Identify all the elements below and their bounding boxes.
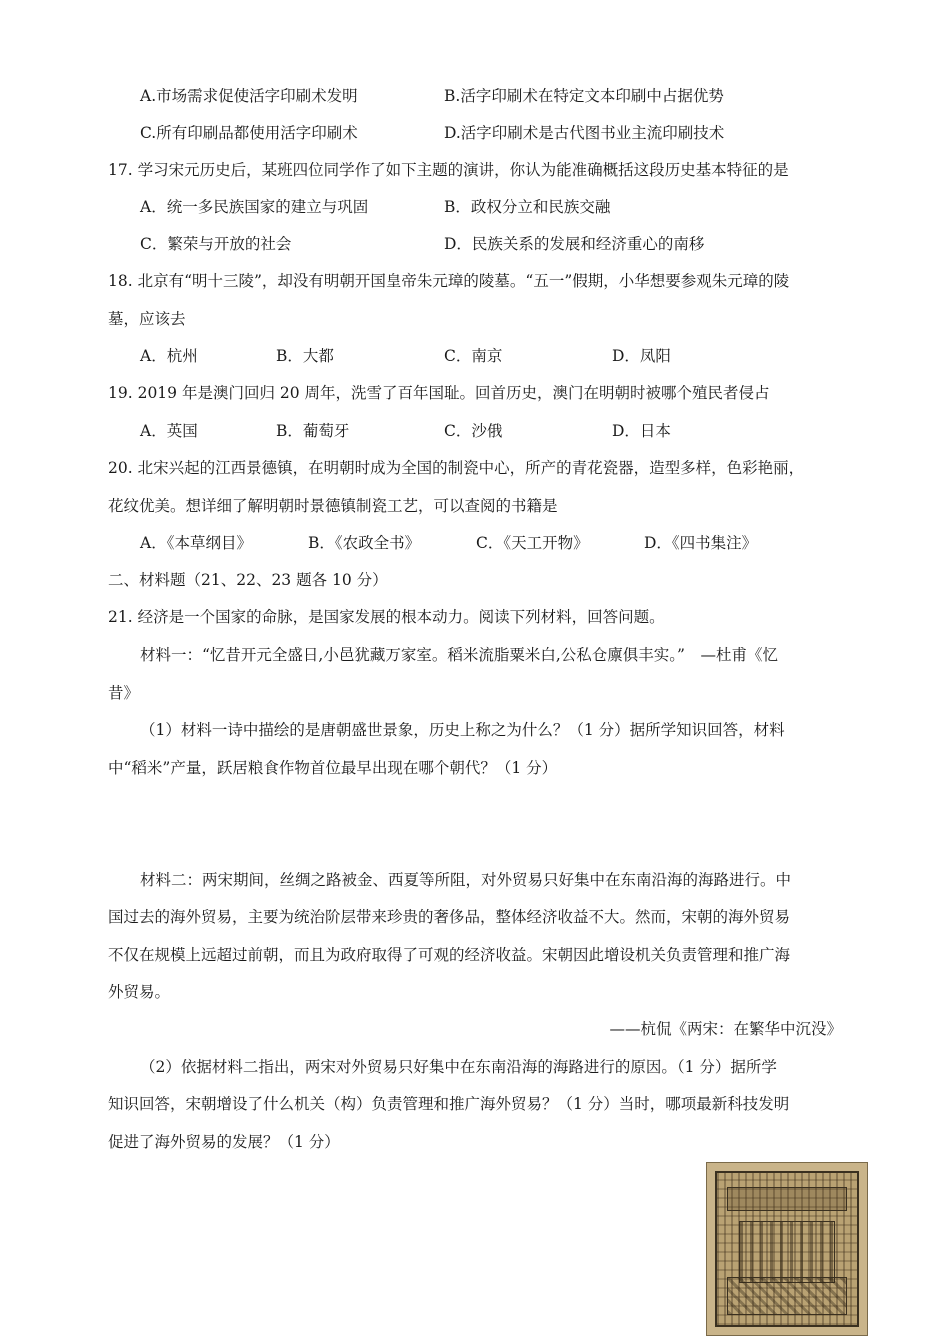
q21-material1-line2: 昔》 — [108, 684, 140, 702]
q16-option-c: C.所有印刷品都使用活字印刷术 — [140, 124, 358, 142]
q20-option-b: B．《农政全书》 — [308, 534, 421, 552]
q21-sub2-line1: （2）依据材料二指出，两宋对外贸易只好集中在东南沿海的海路进行的原因。（1 分）据所学 — [140, 1058, 777, 1076]
q19-stem: 19. 2019 年是澳门回归 20 周年，洗雪了百年国耻。回首历史，澳门在明朝时被哪个殖民者侵占 — [108, 384, 770, 402]
q17-option-b: B．政权分立和民族交融 — [444, 198, 611, 216]
section2-heading: 二、材料题（21、22、23 题各 10 分） — [108, 571, 388, 589]
q21-sub2-line2: 知识回答，宋朝增设了什么机关（构）负责管理和推广海外贸易？（1 分）当时，哪项最新科技发明 — [108, 1095, 790, 1113]
banknote-text-block — [739, 1221, 835, 1283]
q19-option-c: C．沙俄 — [444, 422, 503, 440]
q21-material1-line1: 材料一：“忆昔开元全盛日,小邑犹藏万家室。稻米流脂粟米白,公私仓廪俱丰实。” —杜甫《忆 — [140, 646, 778, 664]
q21-sub1-line2: 中“稻米”产量，跃居粮食作物首位最早出现在哪个朝代？（1 分） — [108, 759, 558, 777]
q19-option-b: B．葡萄牙 — [276, 422, 350, 440]
q20-option-c: C．《天工开物》 — [476, 534, 589, 552]
q18-option-c: C．南京 — [444, 347, 503, 365]
q16-option-a: A.市场需求促使活字印刷术发明 — [140, 87, 358, 105]
q21-material2-line2: 国过去的海外贸易，主要为统治阶层带来珍贵的奢侈品，整体经济收益不大。然而，宋朝的海外贸易 — [108, 908, 791, 926]
q20-option-a: A．《本草纲目》 — [140, 534, 252, 552]
q20-option-d: D．《四书集注》 — [644, 534, 758, 552]
banknote-top-band — [727, 1187, 847, 1211]
q18-stem-line2: 墓，应该去 — [108, 310, 186, 328]
banknote-border — [715, 1171, 859, 1327]
q17-option-d: D．民族关系的发展和经济重心的南移 — [444, 235, 705, 253]
q21-material2-source: ——杭侃《两宋：在繁华中沉没》 — [609, 1020, 842, 1038]
q16-option-b: B.活字印刷术在特定文本印刷中占据优势 — [444, 87, 724, 105]
q16-option-d: D.活字印刷术是古代图书业主流印刷技术 — [444, 124, 725, 142]
q18-option-b: B．大都 — [276, 347, 334, 365]
q18-option-d: D．凤阳 — [612, 347, 671, 365]
q17-option-a: A．统一多民族国家的建立与巩固 — [140, 198, 369, 216]
q18-stem-line1: 18. 北京有“明十三陵”，却没有明朝开国皇帝朱元璋的陵墓。“五一”假期，小华想要参观朱元璋的陵 — [108, 272, 790, 290]
q20-stem-line1: 20. 北宋兴起的江西景德镇，在明朝时成为全国的制瓷中心，所产的青花瓷器，造型多样，色彩艳丽， — [108, 459, 805, 477]
q21-material2-line1: 材料二：两宋期间，丝绸之路被金、西夏等所阻，对外贸易只好集中在东南沿海的海路进行。中 — [140, 871, 792, 889]
q19-option-d: D．日本 — [612, 422, 671, 440]
q17-stem: 17. 学习宋元历史后，某班四位同学作了如下主题的演讲，你认为能准确概括这段历史基本特征的是 — [108, 161, 789, 179]
q18-option-a: A．杭州 — [140, 347, 198, 365]
q21-sub2-line3: 促进了海外贸易的发展？（1 分） — [108, 1133, 340, 1151]
q21-material2-line3: 不仅在规模上远超过前朝，而且为政府取得了可观的经济收益。宋朝因此增设机关负责管理和推广海 — [108, 946, 791, 964]
q21-stem: 21. 经济是一个国家的命脉，是国家发展的根本动力。阅读下列材料，回答问题。 — [108, 608, 665, 626]
q19-option-a: A．英国 — [140, 422, 198, 440]
q17-option-c: C．繁荣与开放的社会 — [140, 235, 292, 253]
q20-stem-line2: 花纹优美。想详细了解明朝时景德镇制瓷工艺，可以查阅的书籍是 — [108, 497, 558, 515]
ancient-banknote-image — [706, 1162, 868, 1336]
banknote-pattern — [727, 1277, 847, 1315]
q21-material2-line4: 外贸易。 — [108, 983, 171, 1001]
q21-sub1-line1: （1）材料一诗中描绘的是唐朝盛世景象，历史上称之为什么？（1 分）据所学知识回答，材料 — [140, 721, 785, 739]
